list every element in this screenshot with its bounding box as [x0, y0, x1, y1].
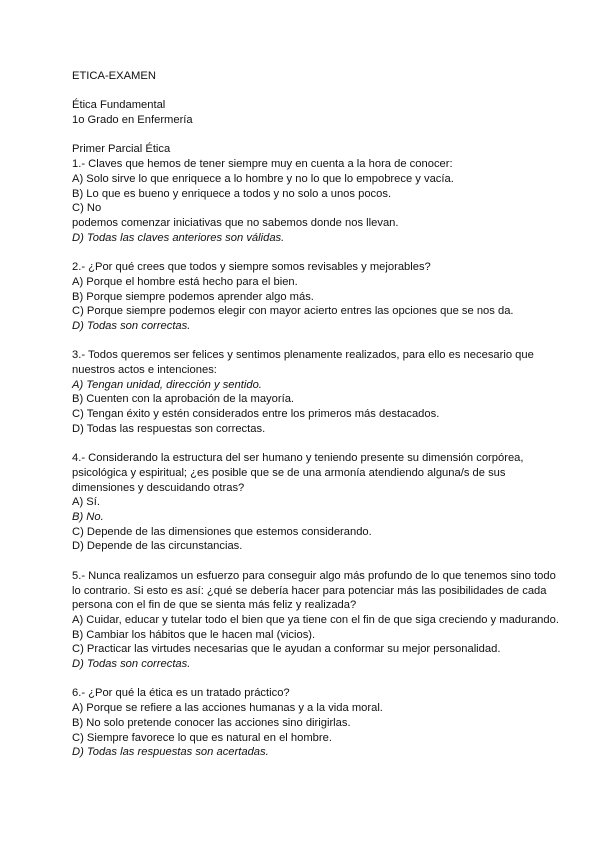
- question-text: 1.- Claves que hemos de tener siempre muy en cuenta a la hora de conocer:: [72, 158, 453, 171]
- question-text: 2.- ¿Por qué crees que todos y siempre somos revisables y mejorables?: [72, 261, 431, 274]
- question-text: 5.- Nunca realizamos un esfuerzo para conseguir algo más profundo de lo que tenemos sino todo lo contrario. Si esto es así: ¿qué se debería hacer para potenciar más las posibilidades de cada persona con el fin de que se sienta más feliz y realizada?: [72, 569, 556, 612]
- answer-option-marked: A) Tengan unidad, dirección y sentido.: [72, 378, 262, 391]
- answer-option: C) Siempre favorece lo que es natural en el hombre.: [72, 731, 332, 744]
- subject: Ética Fundamental: [72, 99, 166, 112]
- answer-option: A) Porque se refiere a las acciones humanas y a la vida moral.: [72, 702, 383, 715]
- answer-option: B) Lo que es bueno y enriquece a todos y no solo a unos pocos.: [72, 187, 392, 200]
- answer-option: A) Sí.: [72, 496, 100, 509]
- answer-option-marked: D) Todas las claves anteriores son válidas.: [72, 231, 285, 244]
- question-1: [72, 157, 560, 245]
- answer-option: A) Porque el hombre está hecho para el bien.: [72, 275, 298, 288]
- degree: 1o Grado en Enfermería: [72, 114, 193, 127]
- question-2: [72, 260, 560, 334]
- answer-option: C) No: [72, 202, 102, 215]
- answer-option: C) Porque siempre podemos elegir con mayor acierto entres las opciones que se nos da.: [72, 305, 514, 318]
- answer-option: C) Tengan éxito y estén considerados entre los primeros más destacados.: [72, 408, 440, 421]
- doc-title: ETICA-EXAMEN: [72, 70, 156, 82]
- question-5: [72, 569, 560, 672]
- question-4: [72, 451, 560, 554]
- answer-option: C) Practicar las virtudes necesarias que le ayudan a conformar su mejor personalidad.: [72, 643, 501, 656]
- answer-option: C) Depende de las dimensiones que estemos considerando.: [72, 525, 372, 538]
- answer-option: D) Todas las respuestas son correctas.: [72, 422, 266, 435]
- answer-option-marked: B) No.: [72, 511, 104, 524]
- question-text: 4.- Considerando la estructura del ser humano y teniendo presente su dimensión corpórea, psicológica y espiritual; ¿es posible que se de una armonía atendiendo alguna/s de sus dimensiones y descuidando otras?: [72, 452, 524, 494]
- answer-option: D) Depende de las circunstancias.: [72, 540, 243, 553]
- question-6: [72, 686, 560, 760]
- answer-option-marked: D) Todas las respuestas son acertadas.: [72, 746, 269, 759]
- answer-option-marked: D) Todas son correctas.: [72, 319, 191, 332]
- question-text: 3.- Todos queremos ser felices y sentimos plenamente realizados, para ello es necesario que nuestros actos e intenciones:: [72, 349, 534, 376]
- answer-option: A) Solo sirve lo que enriquece a lo hombre y no lo que lo empobrece y vacía.: [72, 172, 454, 185]
- answer-option: B) Cuenten con la aprobación de la mayoría.: [72, 393, 295, 406]
- question-3: [72, 348, 560, 436]
- answer-option: B) Cambiar los hábitos que le hacen mal (vicios).: [72, 628, 316, 641]
- section-title: Primer Parcial Ética: [72, 143, 171, 156]
- answer-option: podemos comenzar iniciativas que no sabemos donde nos llevan.: [72, 217, 399, 229]
- question-text: 6.- ¿Por qué la ética es un tratado práctico?: [72, 687, 290, 700]
- answer-option: B) No solo pretende conocer las acciones sino dirigirlas.: [72, 716, 351, 729]
- answer-option: B) Porque siempre podemos aprender algo más.: [72, 290, 314, 303]
- answer-option: A) Cuidar, educar y tutelar todo el bien que ya tiene con el fin de que siga creciendo y madurando.: [72, 613, 559, 626]
- answer-option-marked: D) Todas son correctas.: [72, 658, 191, 671]
